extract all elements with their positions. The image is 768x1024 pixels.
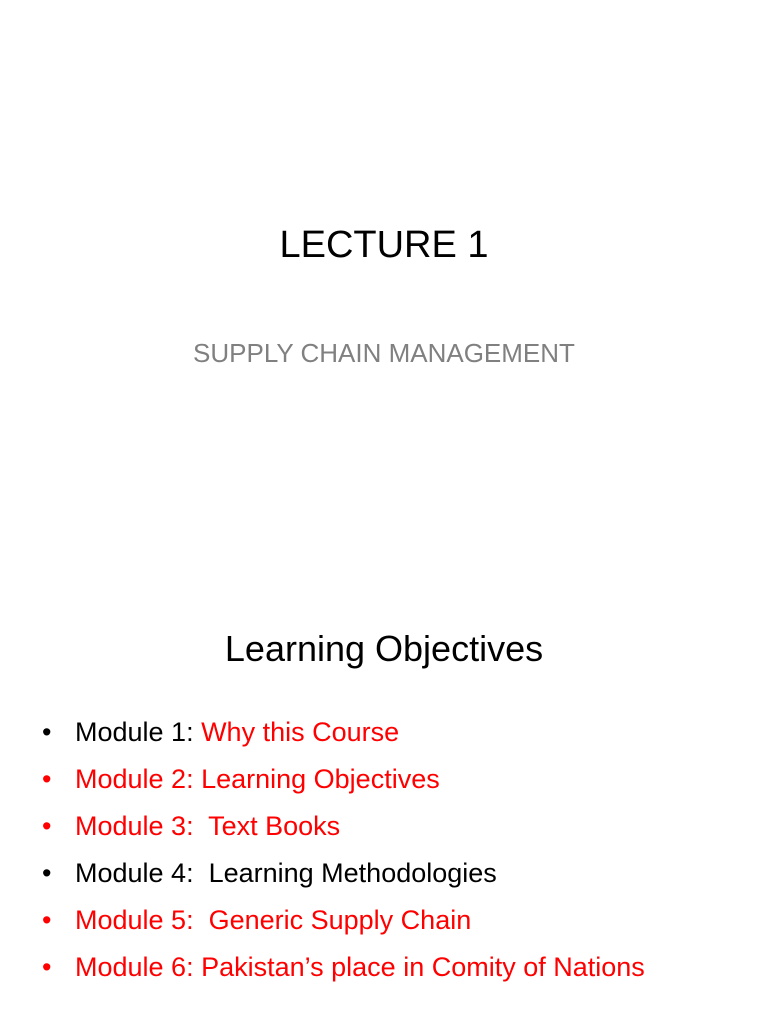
bullet-icon: • <box>42 858 52 888</box>
bullet-icon: • <box>42 952 52 982</box>
bullet-icon: • <box>42 811 52 841</box>
objectives-list <box>42 714 742 996</box>
module-text: Generic Supply Chain <box>208 905 472 935</box>
module-text: Why this Course <box>201 717 400 747</box>
list-item-module-2 <box>42 761 742 798</box>
module-text: Pakistan’s place in Comity of Nations <box>201 952 645 982</box>
learning-objectives-title: Learning Objectives <box>224 628 544 669</box>
module-text: Learning Methodologies <box>208 858 497 888</box>
bullet-icon: • <box>42 764 52 794</box>
module-prefix: Module 2: <box>75 764 202 794</box>
module-text: Learning Objectives <box>201 764 440 794</box>
bullet-icon: • <box>42 717 52 747</box>
bullet-icon: • <box>42 905 52 935</box>
module-prefix: Module 3: <box>75 811 209 841</box>
module-prefix: Module 1: <box>75 717 202 747</box>
module-text: Text Books <box>208 811 341 841</box>
list-item-module-4 <box>42 855 742 892</box>
slide-2 <box>0 576 768 1024</box>
module-prefix: Module 5: <box>75 905 209 935</box>
list-item-module-3 <box>42 808 742 845</box>
lecture-subtitle: SUPPLY CHAIN MANAGEMENT <box>193 338 575 368</box>
lecture-title: LECTURE 1 <box>279 224 489 266</box>
module-prefix: Module 6: <box>75 952 202 982</box>
list-item-module-6 <box>42 949 742 986</box>
list-item-module-5 <box>42 902 742 939</box>
list-item-module-1 <box>42 714 742 751</box>
module-prefix: Module 4: <box>75 858 209 888</box>
